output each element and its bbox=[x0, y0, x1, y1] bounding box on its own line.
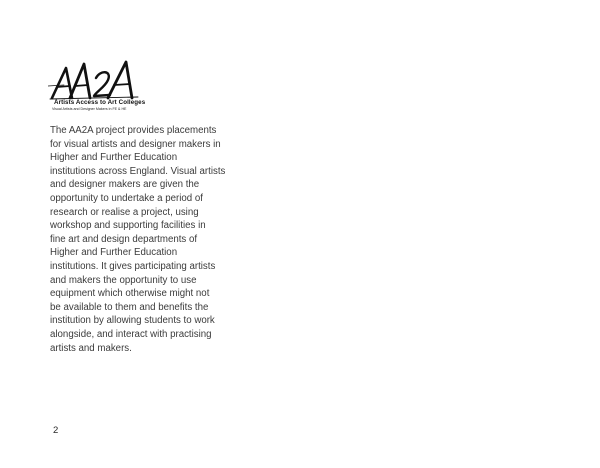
paragraph-line: for visual artists and designer makers in bbox=[50, 138, 221, 150]
logo-tagline: Artists Access to Art Colleges bbox=[54, 99, 146, 106]
paragraph-line: and makers the opportunity to use bbox=[50, 274, 197, 286]
paragraph-line: workshop and supporting facilities in bbox=[50, 220, 206, 232]
paragraph-line: equipment which otherwise might not bbox=[50, 288, 210, 300]
paragraph-line: opportunity to undertake a period of bbox=[50, 192, 203, 204]
aa2a-wordmark-logo bbox=[48, 58, 148, 102]
paragraph-line: be available to them and benefits the bbox=[50, 301, 209, 313]
intro-paragraph bbox=[50, 124, 250, 355]
paragraph-line: Higher and Further Education bbox=[50, 247, 178, 259]
paragraph-line: alongside, and interact with practising bbox=[50, 328, 212, 340]
logo-subline: Visual Artists and Designer Makers in FE & HE bbox=[52, 107, 127, 111]
paragraph-line: institution by allowing students to work bbox=[50, 315, 215, 327]
paragraph-line: institutions across England. Visual artists bbox=[50, 165, 226, 177]
aa2a-logo bbox=[48, 58, 158, 120]
paragraph-line: The AA2A project provides placements bbox=[50, 125, 217, 136]
paragraph-line: research or realise a project, using bbox=[50, 206, 199, 218]
paragraph-line: and designer makers are given the bbox=[50, 179, 200, 191]
paragraph-line: Higher and Further Education bbox=[50, 152, 178, 164]
paragraph-line: artists and makers. bbox=[50, 342, 132, 354]
paragraph-line: fine art and design departments of bbox=[50, 233, 198, 245]
page-number: 2 bbox=[53, 425, 59, 436]
paragraph-line: institutions. It gives participating artists bbox=[50, 260, 216, 272]
